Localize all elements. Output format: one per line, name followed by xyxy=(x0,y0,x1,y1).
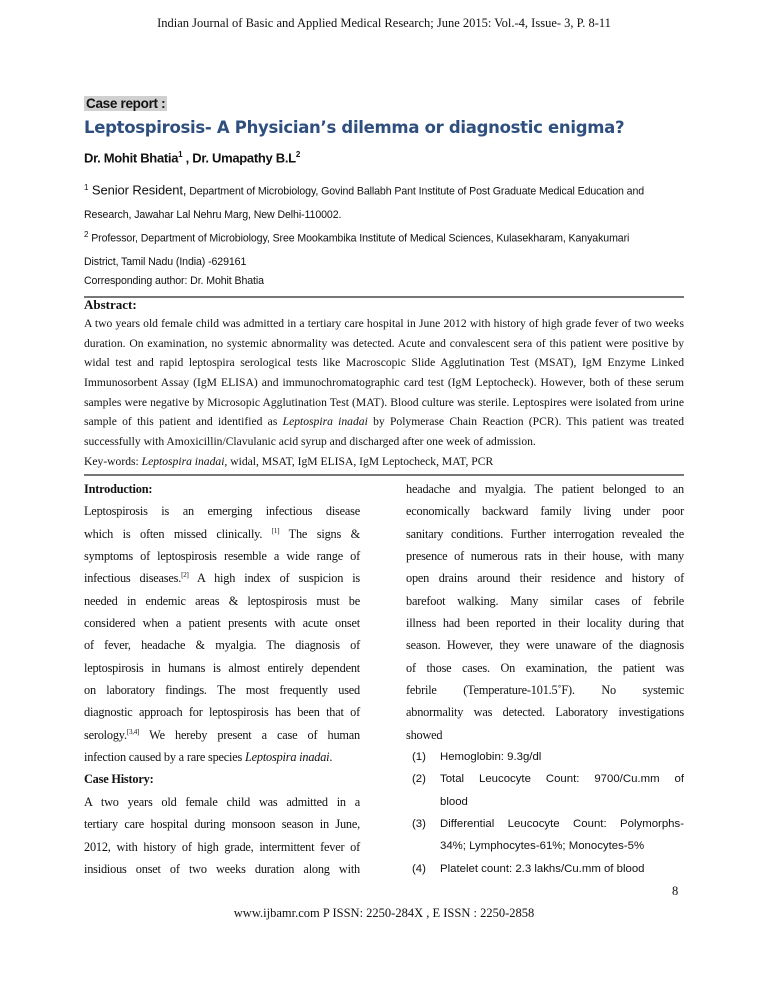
article-type-label: Case report : xyxy=(86,96,166,111)
text-line: considered when a patient presents with acute onset xyxy=(84,616,360,631)
text-line: samples were negative by Microsopic Agglutination Test (MAT). Blood culture was sterile. Leptospires were isolated from urine xyxy=(84,395,684,409)
text-line: barefoot walking. Many similar cases of febrile xyxy=(406,593,684,608)
text-line: headache and myalgia. The patient belonged to an xyxy=(406,482,684,496)
affiliation-text: Professor, Department of Microbiology, Sree Mookambika Institute of Medical Sciences, Kulasekharam, Kanyakumari xyxy=(88,232,630,245)
footer: www.ijbamr.com P ISSN: 2250-284X , E ISSN : 2250-2858 xyxy=(233,906,535,920)
text-line: widal test and rapid leptospira serological tests like Macroscopic Slide Agglutination Test (MSAT), IgM Enzyme Linked xyxy=(84,356,684,370)
text-line: A two years old female child was admitted in a tertiary care hospital in June 2012 with history of high grade fever of two weeks xyxy=(84,317,684,330)
right-column xyxy=(406,478,684,746)
page-number: 8 xyxy=(672,884,679,898)
text-line: successfully with Amoxicillin/Clavulanic acid syrup and discharged after one week of admission. xyxy=(84,435,536,449)
text-line: Leptospirosis is an emerging infectious disease xyxy=(84,504,360,519)
text-line: Hemoglobin: 9.3g/dl xyxy=(440,751,542,763)
affiliation-role: Senior Resident, xyxy=(88,182,187,198)
text-line: 2012, with history of high grade, intermittent fever of xyxy=(84,839,360,854)
list-number: (1) xyxy=(412,751,426,763)
text-line xyxy=(84,567,360,589)
text-run: infection caused by a rare species xyxy=(84,750,245,765)
text-line xyxy=(84,452,684,472)
text-run: Key-words: xyxy=(84,455,142,468)
left-column xyxy=(84,478,360,880)
text-line: presence of numerous rats in their house, with many xyxy=(406,549,684,564)
text-line: 34%; Lymphocytes-61%; Monocytes-5% xyxy=(440,840,645,853)
citation-ref: [1] xyxy=(271,526,280,535)
text-run: which is often missed clinically. xyxy=(84,526,272,541)
text-line: economically backward family living under poor xyxy=(406,504,684,519)
divider xyxy=(84,296,684,298)
lab-result-item xyxy=(412,858,684,880)
text-run: . xyxy=(329,750,333,765)
text-line xyxy=(84,523,360,545)
text-line: needed in endemic areas & leptospirosis must be xyxy=(84,593,360,608)
divider xyxy=(84,474,684,476)
text-line: insidious onset of two weeks duration along with xyxy=(84,861,360,876)
text-line: febrile (Temperature-101.5˚F). No systemic xyxy=(406,683,684,698)
author-name: Dr. Mohit Bhatia xyxy=(84,150,179,166)
running-header: Indian Journal of Basic and Applied Medical Research; June 2015: Vol.-4, Issue- 3, P. 8-11 xyxy=(157,16,611,30)
italic-text: Leptospira inadai, xyxy=(141,455,228,468)
affiliation-mark: 2 xyxy=(84,230,89,239)
text-line: duration. On examination, no systemic abnormality was detected. Acute and convalescent sera of this patient were positive by xyxy=(84,336,684,350)
author-name: Dr. Umapathy B.L xyxy=(192,150,296,166)
lab-result-item xyxy=(412,768,684,813)
abstract-heading: Abstract: xyxy=(84,297,137,312)
corresponding-author: Corresponding author: Dr. Mohit Bhatia xyxy=(84,275,264,287)
text-line: Total Leucocyte Count: 9700/Cu.mm of xyxy=(440,773,684,786)
author-list xyxy=(84,150,300,165)
text-line: Case History: xyxy=(84,772,154,787)
italic-text: Leptospira inadai xyxy=(244,750,330,765)
text-line: Immunosorbent Assay (IgM ELISA) and immunochromatographic card test (IgM Leptocheck). However, both of these serum xyxy=(84,376,684,390)
affiliation-text: Research, Jawahar Lal Nehru Marg, New Delhi-110002. xyxy=(84,209,342,222)
text-line: open drains around their residence and history of xyxy=(406,571,684,586)
citation-ref: [2] xyxy=(181,571,189,580)
keywords xyxy=(84,452,684,472)
text-run: widal, MSAT, IgM ELISA, IgM Leptocheck, MAT, PCR xyxy=(227,455,494,468)
affiliation-1 xyxy=(84,176,704,228)
text-line: of those cases. On examination, the patient was xyxy=(406,660,684,675)
text-run: by Polymerase Chain Reaction (PCR). This patient was treated xyxy=(367,415,684,429)
abstract-body xyxy=(84,314,684,452)
text-line: symptoms of leptospirosis resemble a wide range of xyxy=(84,549,360,564)
text-line xyxy=(84,746,360,768)
author-affiliation-mark: 2 xyxy=(295,150,300,159)
article-title: Leptospirosis- A Physician’s dilemma or diagnostic enigma? xyxy=(84,118,625,137)
text-line: showed xyxy=(406,727,443,742)
lab-results-list xyxy=(412,746,684,880)
text-line: tertiary care hospital during monsoon season in June, xyxy=(84,817,360,832)
text-line: A two years old female child was admitted in a xyxy=(84,794,360,809)
text-line: on laboratory findings. The most frequently used xyxy=(84,683,360,698)
italic-text: Leptospira inadai xyxy=(282,415,368,429)
affiliation-2 xyxy=(84,223,704,275)
list-number: (3) xyxy=(412,818,426,831)
author-affiliation-mark: 1 xyxy=(178,150,183,159)
text-run: We hereby present a case of human xyxy=(139,727,360,742)
text-line: season. However, they were unaware of the diagnosis xyxy=(406,638,684,653)
text-line xyxy=(84,412,684,432)
text-line: Platelet count: 2.3 lakhs/Cu.mm of blood xyxy=(440,862,645,875)
text-line: sanitary conditions. Further interrogation revealed the xyxy=(406,526,684,541)
list-number: (4) xyxy=(412,862,426,875)
citation-ref: [3,4] xyxy=(126,727,140,736)
affiliation-mark: 1 xyxy=(84,183,89,192)
text-line: Introduction: xyxy=(84,482,153,496)
text-line: leptospirosis in humans is almost entirely dependent xyxy=(84,660,360,675)
text-line: blood xyxy=(440,795,468,808)
text-line: of fever, headache & myalgia. The diagnosis of xyxy=(84,638,360,653)
text-run: serology. xyxy=(84,727,127,742)
lab-result-item xyxy=(412,813,684,858)
author-separator: , xyxy=(182,150,193,166)
list-number: (2) xyxy=(412,773,426,786)
text-run: A high index of suspicion is xyxy=(188,571,360,586)
text-line: illness had been reported in their locality during that xyxy=(406,616,684,631)
lab-result-item xyxy=(412,746,684,768)
text-run: infectious diseases. xyxy=(84,571,182,586)
text-line: Differential Leucocyte Count: Polymorphs- xyxy=(440,818,684,831)
text-line xyxy=(84,724,360,746)
affiliation-text: District, Tamil Nadu (India) -629161 xyxy=(84,256,247,269)
text-run: sample of this patient and identified as xyxy=(84,415,283,429)
text-line: diagnostic approach for leptospirosis has been that of xyxy=(84,705,360,720)
text-run: The signs & xyxy=(279,526,360,541)
text-line: abnormality was detected. Laboratory investigations xyxy=(406,705,684,720)
affiliation-text: Department of Microbiology, Govind Ballabh Pant Institute of Post Graduate Medical Education and xyxy=(186,185,645,198)
